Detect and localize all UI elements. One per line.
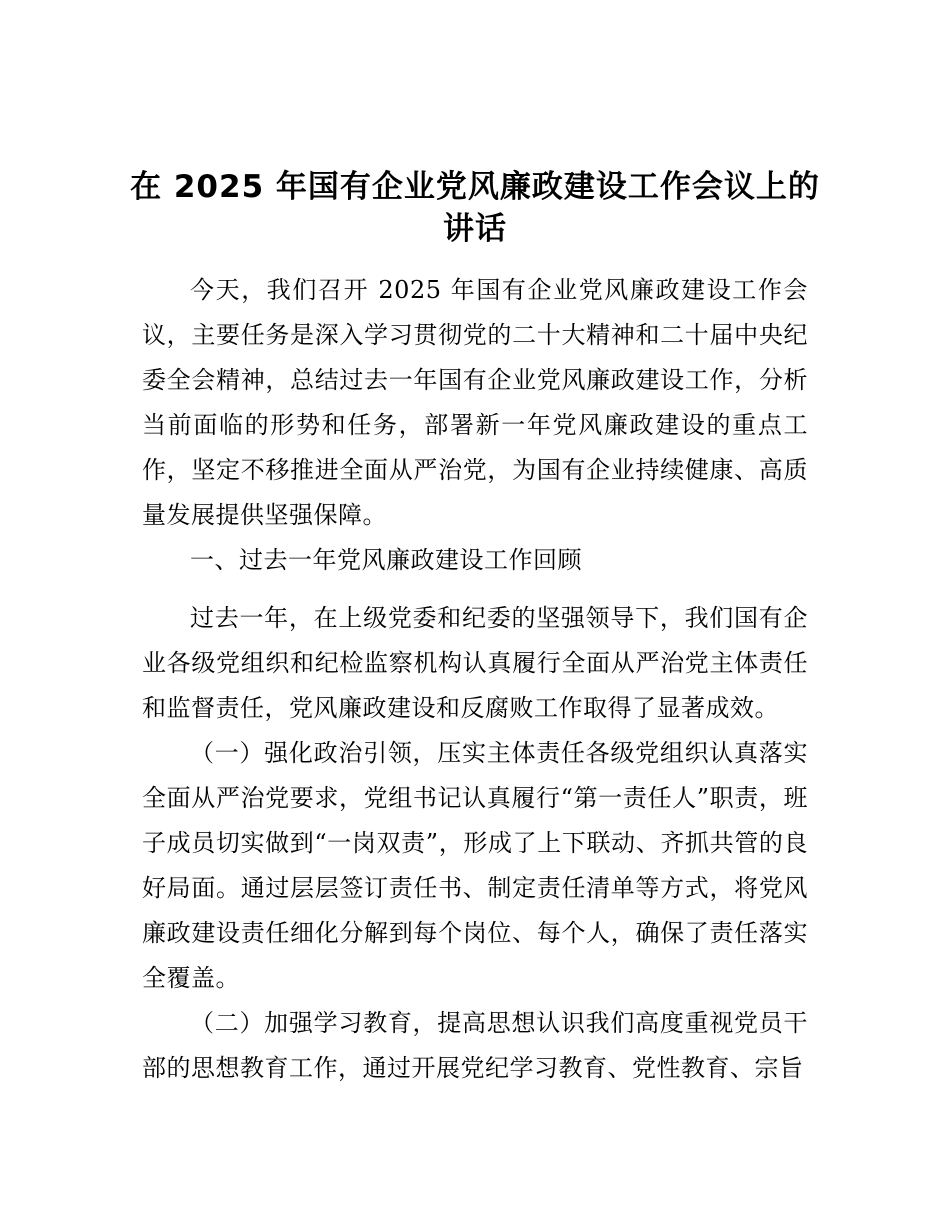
document-title: 在 2025 年国有企业党风廉政建设工作会议上的讲话: [130, 169, 820, 247]
paragraph-intro: 今天，我们召开 2025 年国有企业党风廉政建设工作会议，主要任务是深入学习贯彻党的二十大精神和二十届中央纪委全会精神，总结过去一年国有企业党风廉政建设工作，分析当前面临的形势和任务，部署新一年党风廉政建设的重点工作，坚定不移推进全面从严治党，为国有企业持续健康、高质量发展提供坚强保障。: [142, 276, 808, 529]
paragraph-subsection-2: （二）加强学习教育，提高思想认识我们高度重视党员干部的思想教育工作，通过开展党纪学习教育、党性教育、宗旨: [142, 1009, 808, 1082]
paragraph-review-summary: 过去一年，在上级党委和纪委的坚强领导下，我们国有企业各级党组织和纪检监察机构认真履行全面从严治党主体责任和监督责任，党风廉政建设和反腐败工作取得了显著成效。: [142, 604, 808, 722]
paragraph-subsection-1: （一）强化政治引领，压实主体责任各级党组织认真落实全面从严治党要求，党组书记认真履行“第一责任人”职责，班子成员切实做到“一岗双责”，形成了上下联动、齐抓共管的良好局面。通过层层签订责任书、制定责任清单等方式，将党风廉政建设责任细化分解到每个岗位、每个人，确保了责任落实全覆盖。: [142, 739, 808, 992]
section-heading-review: 一、过去一年党风廉政建设工作回顾: [190, 546, 582, 574]
